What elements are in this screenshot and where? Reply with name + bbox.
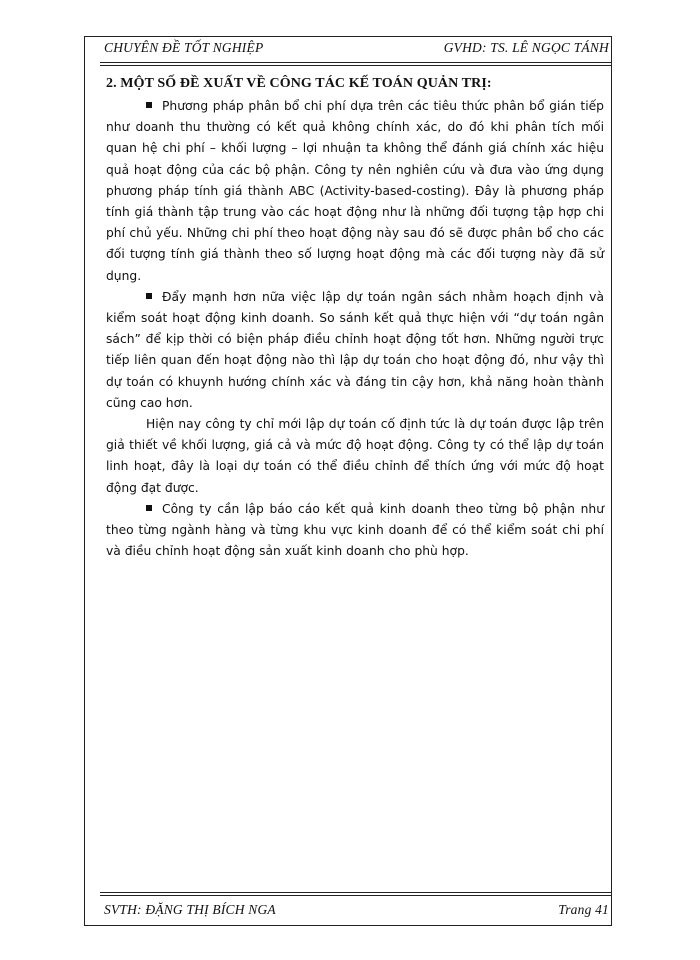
header-rule: [100, 62, 611, 66]
paragraph-2: [106, 287, 604, 414]
footer-author: SVTH: ĐẶNG THỊ BÍCH NGA: [104, 902, 276, 917]
section-heading: 2. MỘT SỐ ĐỀ XUẤT VỀ CÔNG TÁC KẾ TOÁN QUẢN TRỊ:: [106, 76, 492, 91]
paragraph-text: Đẩy mạnh hơn nữa việc lập dự toán ngân sách nhằm hoạch định và kiểm soát hoạt động kinh doanh. So sánh kết quả thực hiện với “dự toán ngân sách” để kịp thời có biện pháp điều chỉnh hoạt động tốt hơn. Những người trực tiếp liên quan đến hoạt động nào thì lập dự toán cho hoạt động đó, như vậy thì dự toán có khuynh hướng chính xác và đáng tin cậy hơn, khả năng hoàn thành cũng cao hơn.: [106, 289, 604, 410]
bullet-square-icon: [146, 505, 152, 511]
page-footer: [104, 902, 609, 918]
footer-rule: [100, 892, 611, 896]
paragraph-text: Phương pháp phân bổ chi phí dựa trên các tiêu thức phân bổ gián tiếp như doanh thu thường có kết quả không chính xác, do đó khi phân tích mối quan hệ chi phí – khối lượng – lợi nhuận ta không thể đánh giá chính xác hiệu quả hoạt động của các bộ phận. Công ty nên nghiên cứu và đưa vào ứng dụng phương pháp tính giá thành ABC (Activity-based-costing). Đây là phương pháp tính giá thành tập trung vào các hoạt động như là những đối tượng tập hợp chi phí chủ yếu. Những chi phí theo hoạt động này sau đó sẽ được phân bổ cho các đối tượng tính giá thành theo số lượng hoạt động mà các đối tượng này đã sử dụng.: [106, 99, 604, 283]
page-header: [104, 40, 609, 56]
bullet-square-icon: [146, 293, 152, 299]
paragraph-4: [106, 499, 604, 563]
header-title: CHUYÊN ĐỀ TỐT NGHIỆP: [104, 40, 264, 55]
bullet-square-icon: [146, 102, 152, 108]
page-content: [106, 76, 604, 562]
paragraph-1: [106, 96, 604, 287]
paragraph-3: [106, 414, 604, 499]
paragraph-text: Hiện nay công ty chỉ mới lập dự toán cố định tức là dự toán được lập trên giả thiết về khối lượng, giá cả và mức độ hoạt động. Công ty có thể lập dự toán linh hoạt, đây là loại dự toán có thể điều chỉnh để thích ứng với mức độ hoạt động đạt được.: [106, 417, 604, 495]
footer-page-number: Trang 41: [558, 902, 609, 917]
paragraph-text: Công ty cần lập báo cáo kết quả kinh doanh theo từng bộ phận như theo từng ngành hàng và từng khu vực kinh doanh để có thể kiểm soát chi phí và điều chỉnh hoạt động sản xuất kinh doanh cho phù hợp.: [106, 501, 604, 559]
header-advisor: GVHD: TS. LÊ NGỌC TÁNH: [443, 40, 609, 55]
